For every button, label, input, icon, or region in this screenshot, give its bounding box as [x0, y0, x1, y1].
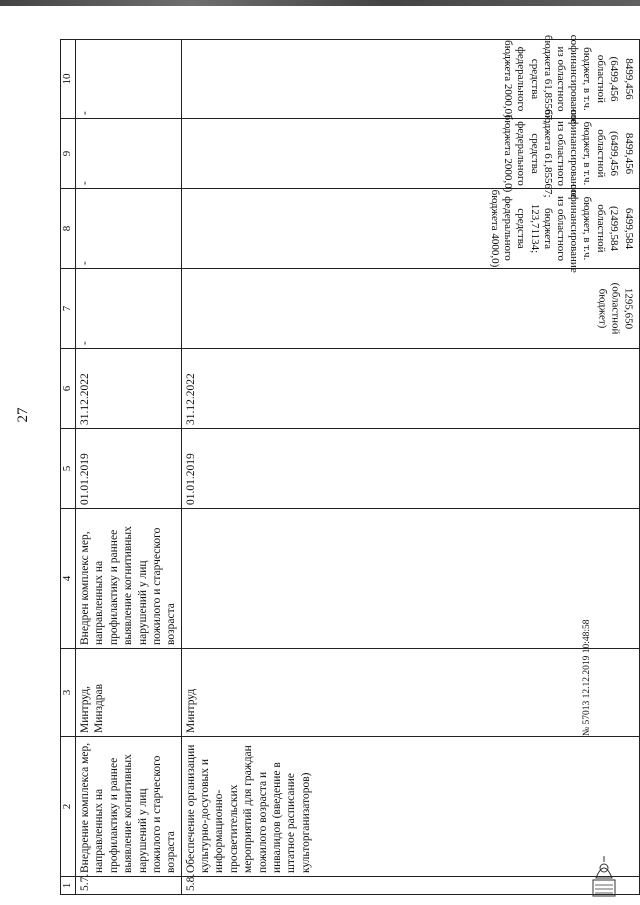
registration-stamp: № 57013 12.12.2019 10:48:58	[582, 619, 592, 736]
column-header: 5	[61, 429, 76, 509]
funding-2019	[181, 269, 639, 349]
funding-breakdown: (6499,456 областной бюджет, в т.ч. софинансирование из областного бюджета 61,85567; средства федерального бюджета 2000,0)	[502, 34, 620, 124]
funding-breakdown: (6499,456 областной бюджет, в т.ч. софинансирование из областного бюджета 61,85567; средства федерального бюджета 2000,0)	[502, 109, 620, 198]
row-number: 5.8.	[181, 877, 639, 895]
start-date: 01.01.2019	[76, 429, 182, 509]
funding-amount: 8499,456	[623, 58, 635, 100]
rotated-table-wrapper	[60, 34, 640, 895]
column-header: 8	[61, 189, 76, 269]
funding-amount: 8499,456	[623, 132, 635, 175]
page-number: 27	[15, 407, 31, 423]
end-date: 31.12.2022	[181, 349, 639, 429]
funding-2021: -	[76, 119, 182, 189]
funding-2020: -	[76, 189, 182, 269]
executor: Минтруд, Минздрав	[76, 649, 182, 737]
scan-top-edge	[0, 0, 640, 6]
funding-amount: 6499,584	[623, 207, 635, 250]
column-number-row	[61, 40, 76, 895]
funding-2020	[181, 184, 639, 273]
executor: Минтруд	[181, 649, 639, 737]
column-header: 7	[61, 269, 76, 349]
funding-2019: -	[76, 269, 182, 349]
expected-result	[181, 509, 639, 649]
event-name: Внедрение комплекса мер, направленных на профилактику и раннее выявление когнитивных нарушений у лиц пожилого и старческого возраста	[76, 737, 182, 877]
table-row	[181, 40, 639, 895]
event-name: Обеспечение организации культурно-досуговых и информационно-просветительских мероприятий для граждан пожилого возраста и инвалидов (введение в штатное расписание культорганизаторов)	[181, 737, 639, 877]
column-header: 1	[61, 877, 76, 895]
table-row	[76, 40, 182, 895]
funding-text: 1295,650 (областной бюджет)	[596, 282, 635, 335]
row-number: 5.7.	[76, 877, 182, 895]
column-header: 4	[61, 509, 76, 649]
column-header: 3	[61, 649, 76, 737]
column-header: 9	[61, 119, 76, 189]
funding-2022	[181, 34, 639, 124]
end-date: 31.12.2022	[76, 349, 182, 429]
funding-2022: -	[76, 40, 182, 119]
program-table	[60, 34, 640, 895]
expected-result: Внедрен комплекс мер, направленных на профилактику и раннее выявление когнитивных нарушений у лиц пожилого и старческого возраста	[76, 509, 182, 649]
start-date: 01.01.2019	[181, 429, 639, 509]
column-header: 10	[61, 40, 76, 119]
coat-of-arms-seal-icon	[590, 850, 618, 900]
column-header: 6	[61, 349, 76, 429]
funding-breakdown: (2499,584 областной бюджет, в т.ч. софинансирование из областного бюджета 123,71134; средства федерального бюджета 4000,0)	[489, 184, 620, 273]
funding-2021	[181, 109, 639, 198]
column-header: 2	[61, 737, 76, 877]
